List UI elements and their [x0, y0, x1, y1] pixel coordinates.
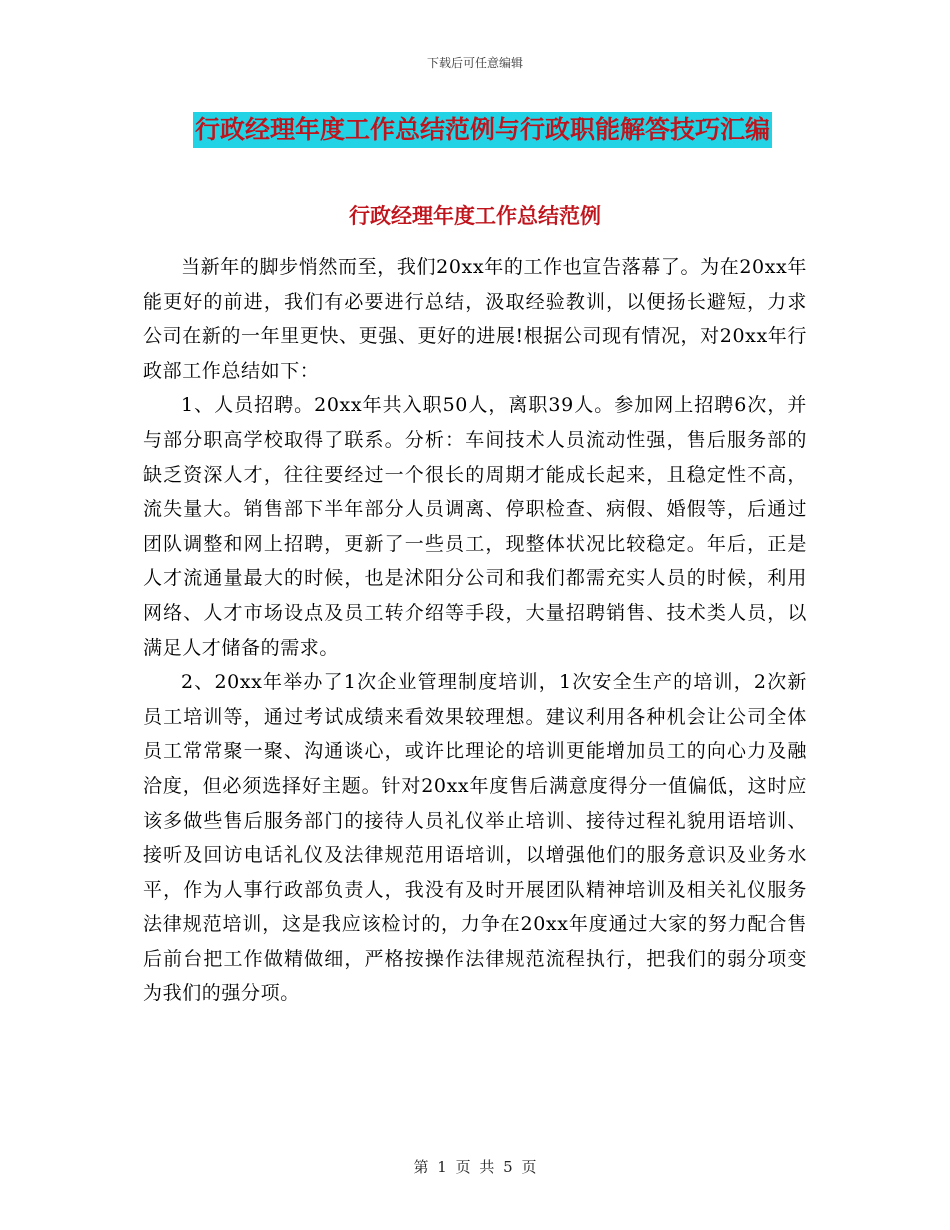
section-title: 行政经理年度工作总结范例: [349, 203, 601, 228]
paragraph-intro: 当新年的脚步悄然而至，我们20xx年的工作也宣告落幕了。为在20xx年能更好的前进，我们有必要进行总结，汲取经验教训，以便扬长避短，力求公司在新的一年里更快、更强、更好的进展!根据公司现有情况，对20xx年行政部工作总结如下：: [143, 256, 807, 382]
header-note: 下载后可任意编辑: [426, 56, 523, 70]
paragraph-training: 2、20xx年举办了1次企业管理制度培训，1次安全生产的培训，2次新员工培训等，通过考试成绩来看效果较理想。建议利用各种机会让公司全体员工常常聚一聚、沟通谈心，或许比理论的培训更能增加员工的向心力及融洽度，但必须选择好主题。针对20xx年度售后满意度得分一值偏低，这时应该多做些售后服务部门的接待人员礼仪举止培训、接待过程礼貌用语培训、接听及回访电话礼仪及法律规范用语培训，以增强他们的服务意识及业务水平，作为人事行政部负责人，我没有及时开展团队精神培训及相关礼仪服务法律规范培训，这是我应该检讨的，力争在20xx年度通过大家的努力配合售后前台把工作做精做细，严格按操作法律规范流程执行，把我们的弱分项变为我们的强分项。: [143, 671, 807, 1005]
document-title: 行政经理年度工作总结范例与行政职能解答技巧汇编: [193, 112, 772, 148]
page-number: 第 1 页 共 5 页: [413, 1158, 537, 1176]
paragraph-recruitment: 1、人员招聘。20xx年共入职50人，离职39人。参加网上招聘6次，并与部分职高学校取得了联系。分析：车间技术人员流动性强，售后服务部的缺乏资深人才，往往要经过一个很长的周期才能成长起来，且稳定性不高，流失量大。销售部下半年部分人员调离、停职检查、病假、婚假等，后通过团队调整和网上招聘，更新了一些员工，现整体状况比较稳定。年后，正是人才流通量最大的时候，也是沭阳分公司和我们都需充实人员的时候，利用网络、人才市场设点及员工转介绍等手段，大量招聘销售、技术类人员，以满足人才储备的需求。: [143, 394, 807, 659]
document-body: [143, 250, 807, 1011]
